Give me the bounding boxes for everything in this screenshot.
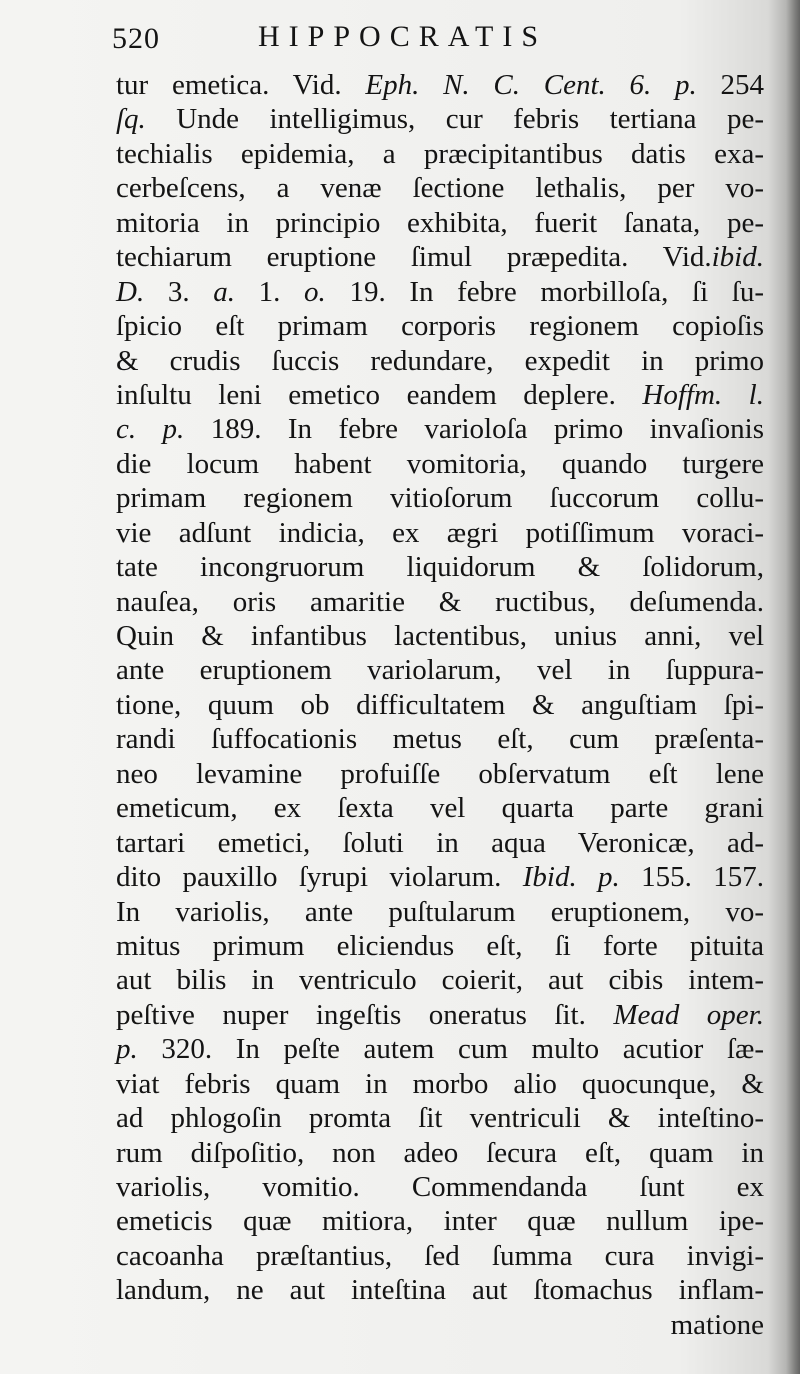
text-run: Unde intelligimus, cur febris tertiana pe- <box>145 103 764 136</box>
text-line <box>116 1101 764 1135</box>
text-line <box>116 171 764 205</box>
text-run: techialis epidemia, a præcipitantibus datis exa- <box>116 137 764 170</box>
text-run: & crudis ſuccis redundare, expedit in primo <box>116 344 764 377</box>
text-run: 320. In peſte autem cum multo acutior ſæ- <box>137 1033 764 1066</box>
text-line <box>116 860 764 894</box>
text-line <box>116 206 764 240</box>
text-line <box>116 275 764 309</box>
text-line <box>116 688 764 722</box>
italic-citation: Mead oper. <box>613 998 764 1031</box>
text-run: ſpicio eſt primam corporis regionem copioſis <box>116 310 764 343</box>
italic-citation: ibid. <box>711 241 764 274</box>
text-line <box>116 137 764 171</box>
text-run: variolis, vomitio. Commendanda ſunt ex <box>116 1171 764 1203</box>
text-line <box>116 516 764 550</box>
text-run: emeticum, ex ſexta vel quarta parte grani <box>116 792 764 825</box>
page-number: 520 <box>112 22 160 55</box>
text-run: cerbeſcens, a venæ ſectione lethalis, per vo- <box>116 172 764 205</box>
text-run: mitus primum eliciendus eſt, ſi forte pituita <box>116 929 764 962</box>
text-run: neo levamine profuiſſe obſervatum eſt lene <box>116 757 764 790</box>
text-run: 1. <box>235 275 305 308</box>
text-run: tate incongruorum liquidorum & ſolidorum, <box>116 551 764 584</box>
text-line <box>116 344 764 378</box>
italic-citation: Hoffm. l. <box>642 378 764 411</box>
text-run: vie adſunt indicia, ex ægri potiſſimum voraci- <box>116 516 764 549</box>
text-run: ad phlogoſin promta ſit ventriculi & inteſtino- <box>116 1102 764 1135</box>
text-run: 189. In febre varioloſa primo invaſionis <box>184 413 764 446</box>
text-run: tur emetica. Vid. <box>116 69 366 101</box>
page-edge-shadow <box>786 0 800 1374</box>
text-line <box>116 102 764 136</box>
text-line <box>116 1170 764 1204</box>
text-line <box>116 929 764 963</box>
text-line <box>116 757 764 791</box>
text-run: techiarum eruptione ſimul præpedita. Vid. <box>116 241 712 274</box>
text-line <box>116 1273 764 1307</box>
text-run: landum, ne aut inteſtina aut ſtomachus inflam- <box>116 1274 764 1307</box>
text-line <box>116 550 764 584</box>
text-run: rum diſpoſitio, non adeo ſecura eſt, quam in <box>116 1136 764 1169</box>
text-run: 254 <box>696 69 765 101</box>
text-line <box>116 481 764 515</box>
italic-citation: o. <box>304 275 326 308</box>
running-head: HIPPOCRATIS <box>258 20 548 53</box>
italic-citation: c. p. <box>116 413 185 446</box>
text-run: viat febris quam in morbo alio quocunque, & <box>116 1067 764 1100</box>
text-line <box>116 309 764 343</box>
text-line <box>116 963 764 997</box>
text-line <box>116 653 764 687</box>
text-line <box>116 240 764 274</box>
text-line <box>116 1032 764 1066</box>
text-line <box>116 722 764 756</box>
text-run: aut bilis in ventriculo coierit, aut cibis intem- <box>116 964 764 997</box>
text-line <box>116 998 764 1032</box>
body-text <box>116 68 764 1342</box>
text-run: tartari emetici, ſoluti in aqua Veronicæ, ad- <box>116 826 764 859</box>
italic-citation: p. <box>116 1033 138 1066</box>
text-run: tione, quum ob difficultatem & anguſtiam ſpi- <box>116 688 764 721</box>
text-run: inſultu leni emetico eandem deplere. <box>116 378 643 411</box>
text-run: 3. <box>144 275 214 308</box>
text-run: 155. 157. <box>619 861 764 894</box>
text-line <box>116 619 764 653</box>
italic-citation: a. <box>213 275 235 308</box>
text-line <box>116 447 764 481</box>
text-run: die locum habent vomitoria, quando turgere <box>116 447 764 480</box>
text-run: Quin & infantibus lactentibus, unius anni, vel <box>116 620 764 652</box>
text-run: peſtive nuper ingeſtis oneratus ſit. <box>116 998 614 1031</box>
text-run: cacoanha præſtantius, ſed ſumma cura invigi- <box>116 1239 764 1272</box>
text-line <box>116 1136 764 1170</box>
italic-citation: D. <box>116 275 145 308</box>
text-run: mitoria in principio exhibita, fuerit ſanata, pe- <box>116 206 764 239</box>
italic-citation: Ibid. p. <box>522 861 620 894</box>
text-line <box>116 378 764 412</box>
text-line <box>116 895 764 929</box>
text-run: emeticis quæ mitiora, inter quæ nullum ipe- <box>116 1205 764 1238</box>
text-line <box>116 1204 764 1238</box>
italic-citation: ſq. <box>116 103 146 136</box>
text-line <box>116 791 764 825</box>
text-line <box>116 412 764 446</box>
text-run: ante eruptionem variolarum, vel in ſuppura- <box>116 654 764 687</box>
text-run: nauſea, oris amaritie & ructibus, deſumenda. <box>116 585 764 618</box>
catchword: matione <box>670 1308 764 1341</box>
text-run: In variolis, ante puſtularum eruptionem, vo- <box>116 895 764 928</box>
text-run: randi ſuffocationis metus eſt, cum præſenta- <box>116 723 764 756</box>
text-line <box>116 68 764 102</box>
text-line <box>116 826 764 860</box>
italic-citation: Eph. N. C. Cent. 6. p. <box>365 69 697 101</box>
text-run: primam regionem vitioſorum ſuccorum collu- <box>116 482 764 515</box>
text-run: 19. In febre morbilloſa, ſi ſu- <box>325 275 765 308</box>
text-line <box>116 1067 764 1101</box>
text-line <box>116 585 764 619</box>
text-run: dito pauxillo ſyrupi violarum. <box>116 861 523 894</box>
text-line <box>116 1239 764 1273</box>
